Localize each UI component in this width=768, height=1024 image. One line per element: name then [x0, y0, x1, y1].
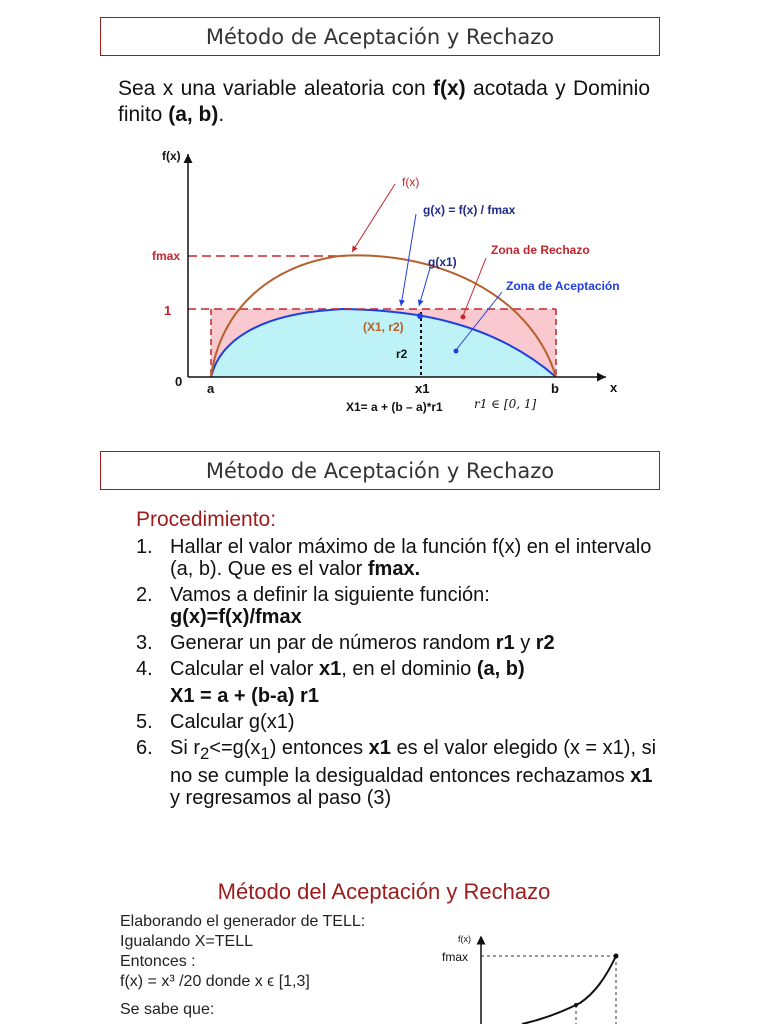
slide3-graph: [430, 925, 660, 1024]
step-number: 3.: [136, 632, 153, 654]
step-subscript: 2: [200, 744, 210, 763]
step-text: y: [514, 632, 536, 654]
step-number: 4.: [136, 658, 153, 680]
x1-point: [417, 313, 423, 319]
intro-text-3: .: [218, 103, 225, 126]
intro-text-2: acotada y Dominio finito: [118, 77, 650, 126]
intro-bold-fx: f(x): [433, 77, 466, 100]
accept-label: Zona de Aceptación: [506, 279, 620, 293]
step-text: <=g(x: [209, 737, 261, 759]
slide1-intro: [118, 76, 650, 128]
slide3-y-label: f(x): [458, 934, 471, 944]
acceptance-rejection-graph: [130, 140, 650, 430]
reject-label: Zona de Rechazo: [491, 243, 590, 257]
step-bold: x1: [368, 737, 391, 759]
slide3-line: Igualando X=TELL: [120, 933, 253, 950]
r1-range: r1 ∈ [0, 1]: [474, 397, 537, 411]
step-number: 5.: [136, 711, 153, 733]
slide3-line: f(x) = x³ /20 donde x ϵ [1,3]: [120, 973, 310, 990]
slide3-fmax-point: [614, 954, 619, 959]
step-bold: r1: [495, 632, 515, 654]
intro-bold-domain: (a, b): [168, 103, 219, 126]
procedure-title: Procedimiento:: [136, 508, 277, 531]
step-text: y regresamos al paso (3): [170, 787, 392, 809]
step-subscript: 1: [260, 744, 270, 763]
slide3-line: Elaborando el generador de TELL:: [120, 913, 366, 930]
slide3-line: Entonces :: [120, 953, 196, 970]
step-text: , en el dominio: [341, 658, 477, 680]
step-bold: r2: [535, 632, 555, 654]
step-1: [136, 536, 656, 580]
step-bold: (a, b): [476, 658, 525, 680]
step-formula: X1 = a + (b-a) r1: [170, 685, 319, 707]
x1-label: x1: [415, 381, 430, 396]
step-5: [136, 711, 656, 733]
fmax-label: fmax: [152, 249, 181, 263]
step-number: 1.: [136, 536, 153, 558]
step-2: [136, 584, 656, 628]
slide3-fmax-label: fmax: [442, 950, 469, 964]
zero-label: 0: [175, 374, 183, 389]
step-bold: g(x)=f(x)/fmax: [170, 606, 302, 628]
slide3-point: [574, 1003, 578, 1007]
step-text: Si r: [170, 737, 200, 759]
step-text: Vamos a definir la siguiente función:: [170, 584, 490, 606]
step-3: [136, 632, 656, 654]
accept-dot: [454, 349, 459, 354]
slide2-title: Método de Aceptación y Rechazo: [100, 451, 660, 490]
procedure-steps: [136, 536, 656, 813]
step-number: 2.: [136, 584, 153, 606]
x1-formula: X1= a + (b – a)*r1: [346, 400, 443, 414]
step-bold: fmax.: [367, 558, 421, 580]
r2-label: r2: [396, 347, 408, 361]
step-text: ) entonces: [269, 737, 369, 759]
step-text: Calcular el valor: [170, 658, 319, 680]
slide3-line: Se sabe que:: [120, 1001, 215, 1018]
slide3-text: [120, 912, 365, 1020]
y-axis-label: f(x): [162, 149, 181, 163]
intro-text-1: Sea x una variable aleatoria con: [118, 77, 433, 100]
step-bold: x1: [318, 658, 342, 680]
gx1-label: g(x1): [428, 255, 457, 269]
step-text: Calcular g(x1): [170, 711, 295, 733]
fx-label: f(x): [402, 175, 420, 189]
x-axis-label: x: [610, 380, 618, 395]
slide3-curve: [522, 956, 616, 1024]
step-number: 6.: [136, 737, 153, 759]
slide1-title: Método de Aceptación y Rechazo: [100, 17, 660, 56]
a-label: a: [207, 381, 215, 396]
step-4: [136, 658, 656, 707]
step-6: [136, 737, 656, 809]
step-text: Generar un par de números random: [170, 632, 496, 654]
step-text: es el valor elegido (x = x1), si no se cumple la desigualdad entonces rechazamos: [170, 737, 657, 787]
gx-label: g(x) = f(x) / fmax: [423, 203, 516, 217]
point-label: (X1, r2): [363, 320, 404, 334]
gx1-pointer: [419, 268, 430, 306]
slide3-title: Método del Aceptación y Rechazo: [217, 879, 551, 904]
step-text: Hallar el valor máximo de la función f(x) en el intervalo (a, b). Que es el valor: [170, 536, 652, 580]
fx-pointer: [352, 184, 395, 252]
step-bold: x1: [630, 765, 653, 787]
one-label: 1: [164, 303, 172, 318]
reject-dot: [461, 315, 466, 320]
b-label: b: [551, 381, 559, 396]
